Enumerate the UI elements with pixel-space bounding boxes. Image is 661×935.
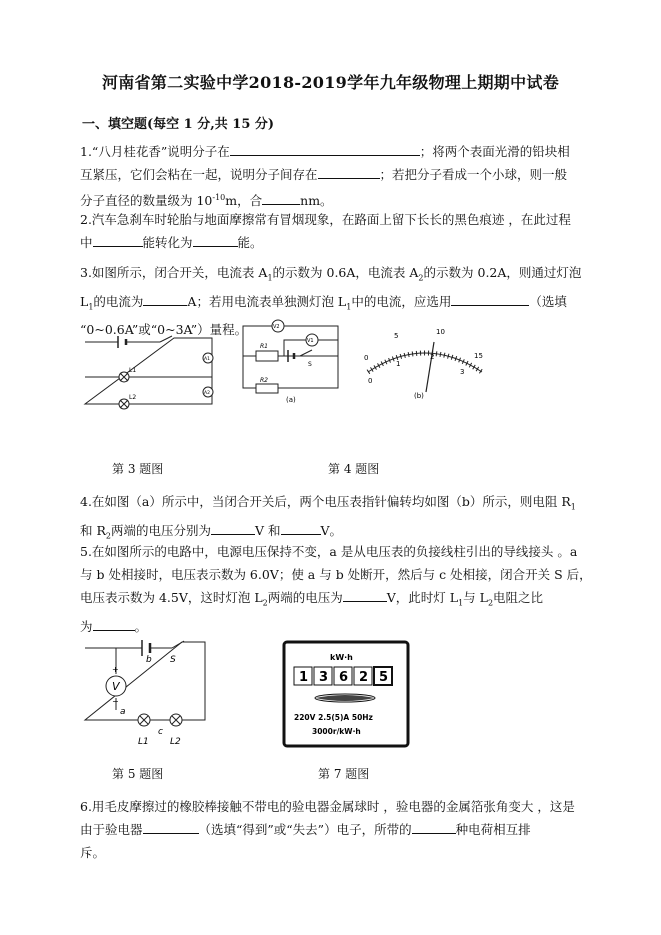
meter-digit: 3	[319, 670, 329, 685]
label-l1: L1	[138, 737, 149, 747]
figure-4-caption: 第 4 题图	[328, 462, 380, 476]
figure-5-caption: 第 5 题图	[112, 767, 164, 781]
figure-5-circuit	[80, 632, 215, 750]
section-heading: 一、填空题(每空 1 分,共 15 分)	[82, 117, 275, 132]
answer-blank[interactable]	[211, 520, 255, 535]
meter-digit: 2	[359, 670, 369, 685]
tick-bottom: 0	[368, 377, 373, 385]
ammeter-a1: A1	[204, 357, 210, 362]
label-r1: R1	[260, 343, 268, 350]
tick-top: 10	[436, 328, 445, 336]
question-6: 6.用毛皮摩擦过的橡胶棒接触不带电的验电器金属球时 ，验电器的金属箔张角变大 ，这是 由于验电器 （选填“得到”或“失去”）电子，所带的 种电荷相互排 斥。	[80, 799, 575, 860]
question-4: 4.在如图（a）所示中，当闭合开关后，两个电压表指针偏转均如图（b）所示，则电阻 $R_1$ 和 $R_2$两端的电压分别为 V 和 V。	[80, 494, 576, 540]
page-title: 河南省第二实验中学2018-2019学年九年级物理上期期中试卷	[101, 73, 559, 92]
ammeter-a2: A2	[204, 391, 210, 396]
answer-blank[interactable]	[318, 164, 380, 179]
question-3: 3.如图所示，闭合开关，电流表 $A_1$的示数为 0.6A，电流表 $A_2$的示数为 0.2A，则通过灯泡 $L_1$的电流为 A；若用电流表单独测灯泡 $L_1$中的电流，应选用 （选填 “0~0.6A”或“0~3A”）量程。	[80, 265, 582, 337]
label-a: (a)	[286, 396, 296, 404]
tick-bottom: 2	[430, 353, 435, 361]
label-a: a	[120, 707, 126, 717]
answer-blank[interactable]	[262, 190, 300, 205]
minus-sign: −	[112, 697, 119, 706]
meter-digits	[294, 667, 392, 685]
label-l2: L2	[129, 394, 137, 401]
tick-top: 0	[364, 354, 369, 362]
meter-digit: 6	[339, 670, 349, 685]
figure-7-caption: 第 7 题图	[318, 767, 370, 781]
label-switch: S	[308, 361, 312, 368]
answer-blank[interactable]	[193, 232, 238, 247]
plus-sign: +	[112, 665, 119, 674]
answer-blank[interactable]	[93, 616, 135, 631]
tick-top: 5	[394, 332, 399, 340]
label-b: (b)	[414, 392, 424, 400]
tick-bottom: 3	[460, 368, 465, 376]
question-5: 5.在如图所示的电路中，电源电压保持不变，a 是从电压表的负接线柱引出的导线接头 。a 与 b 处相接时，电压表示数为 6.0V；使 a 与 b 处断开，然后与 c 处相接，闭合开关 S 后， 电压表示数为 4.5V，这时灯泡 $L_2$两端的电压为 V，此时灯 $L_1$与 $L_2$电阻之比 为 。	[80, 544, 592, 634]
answer-blank[interactable]	[451, 291, 529, 306]
label-l2: L2	[170, 737, 181, 747]
label-b: b	[146, 655, 152, 665]
answer-blank[interactable]	[143, 291, 187, 306]
label-l1: L1	[129, 367, 137, 374]
question-1: 1.“八月桂花香”说明分子在 ；将两个表面光滑的铅块相 互紧压，它们会粘在一起，说明分子间存在 ；若把分子看成一个小球，则一般 分子直径的数量级为 $10^{-10}m$，合 nm。	[80, 140, 600, 212]
figure-3-circuit	[80, 332, 220, 412]
meter-digit: 1	[299, 670, 309, 685]
answer-blank[interactable]	[143, 819, 199, 834]
voltmeter-v: V	[112, 680, 120, 693]
answer-blank[interactable]	[281, 520, 321, 535]
question-2: 2.汽车急刹车时轮胎与地面摩擦常有冒烟现象，在路面上留下长长的黑色痕迹 ，在此过程 中 能转化为 能。	[80, 212, 571, 250]
label-c: c	[158, 727, 163, 737]
figure-4b-meter	[360, 322, 495, 407]
label-r2: R2	[260, 377, 268, 384]
figure-7-energy-meter	[282, 640, 410, 750]
meter-rate: 3000r/kW·h	[312, 727, 361, 736]
tick-top: 15	[474, 352, 483, 360]
figure-3-caption: 第 3 题图	[112, 462, 164, 476]
voltmeter-v2: V2	[273, 324, 280, 330]
meter-digit: 5	[379, 670, 389, 685]
meter-spec: 220V 2.5(5)A 50Hz	[294, 713, 373, 722]
meter-unit: kW·h	[330, 653, 353, 662]
answer-blank[interactable]	[93, 232, 143, 247]
answer-blank[interactable]	[343, 587, 387, 602]
label-switch: S	[170, 655, 176, 665]
answer-blank[interactable]	[412, 819, 456, 834]
answer-blank[interactable]	[230, 141, 420, 156]
figure-4a-circuit	[238, 318, 353, 406]
voltmeter-v1: V1	[307, 338, 314, 344]
tick-bottom: 1	[396, 360, 401, 368]
